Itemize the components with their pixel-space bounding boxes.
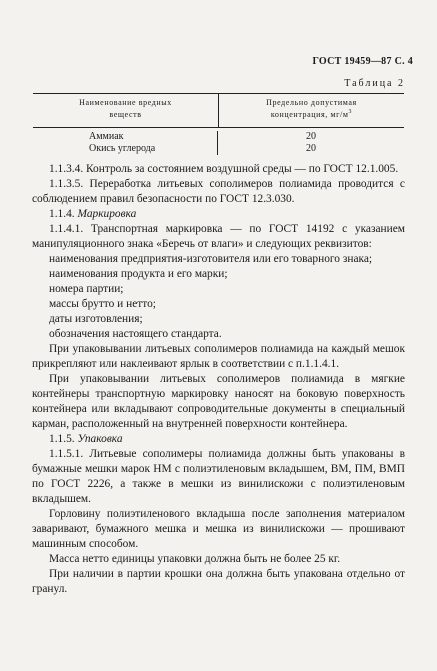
paragraph: Горловину полиэтиленового вкладыша после заполнения материалом заваривают, бумажного мешка и мешка из винилискожи — прошивают машинным способом.	[32, 508, 405, 550]
paragraph: номера партии;	[49, 283, 124, 295]
table-header-concentration	[219, 94, 404, 127]
paragraph: наименования продукта и его марки;	[49, 268, 228, 280]
superscript: 3	[348, 109, 353, 115]
page-header: ГОСТ 19459—87 С. 4	[312, 56, 413, 67]
paragraph: массы брутто и нетто;	[49, 298, 156, 310]
table-row	[33, 131, 404, 143]
paragraph: Масса нетто единицы упаковки должна быть не более 25 кг.	[49, 553, 341, 565]
paragraph: 1.1.4.1. Транспортная маркировка — по ГОСТ 14192 с указанием манипуляционного знака «Беречь от влаги» и следующих реквизитов:	[32, 223, 405, 250]
paragraph: При упаковывании литьевых сополимеров полиамида в мягкие контейнеры транспортную маркировку наносят на боковую поверхность контейнера или вкладывают сопроводительные документы в специальный карман, расположенный на внутренней поверхности контейнера.	[32, 373, 405, 430]
paragraph: При упаковывании литьевых сополимеров полиамида на каждый мешок прикрепляют или наклеивают ярлык в соответствии с п.1.1.4.1.	[32, 343, 405, 370]
paragraph: 1.1.3.4. Контроль за состоянием воздушной среды — по ГОСТ 12.1.005.	[49, 163, 399, 175]
table-header-row	[33, 94, 404, 128]
table-cell-name: Окись углерода	[33, 143, 218, 155]
paragraph: 1.1.5.1. Литьевые сополимеры полиамида должны быть упакованы в бумажные мешки марок НМ с полиэтиленовым вкладышем, ВМ, ПМ, ВМП по ГОСТ 2226, а также в мешки из винилискожи с полиэтиленовым вкладышем.	[32, 448, 405, 505]
table-row	[33, 143, 404, 155]
section-heading	[32, 207, 405, 222]
section-title: Маркировка	[77, 208, 137, 220]
paragraph: При наличии в партии крошки она должна быть упакована отдельно от гранул.	[32, 568, 405, 595]
section-number: 1.1.4.	[49, 208, 75, 220]
table-cell-value: 20	[306, 131, 316, 142]
table-caption: Таблица 2	[344, 78, 405, 89]
header-text: концентрация, мг/м	[270, 110, 349, 119]
section-title: Упаковка	[77, 433, 123, 445]
table-cell-name: Аммиак	[33, 131, 218, 143]
section-number: 1.1.5.	[49, 433, 75, 445]
header-text: веществ	[109, 110, 142, 119]
header-text: Наименование вредных	[79, 98, 172, 107]
paragraph: 1.1.3.5. Переработка литьевых сополимеров полиамида проводится с соблюдением правил безопасности по ГОСТ 12.3.030.	[32, 178, 405, 205]
paragraph: обозначения настоящего стандарта.	[49, 328, 222, 340]
paragraph: наименования предприятия-изготовителя или его товарного знака;	[49, 253, 373, 265]
header-text: Предельно допустимая	[266, 98, 357, 107]
section-heading	[32, 432, 405, 447]
table	[33, 93, 404, 155]
document-body	[32, 162, 405, 597]
paragraph: даты изготовления;	[49, 313, 143, 325]
table-header-substance	[33, 94, 219, 127]
table-cell-value: 20	[306, 143, 316, 154]
